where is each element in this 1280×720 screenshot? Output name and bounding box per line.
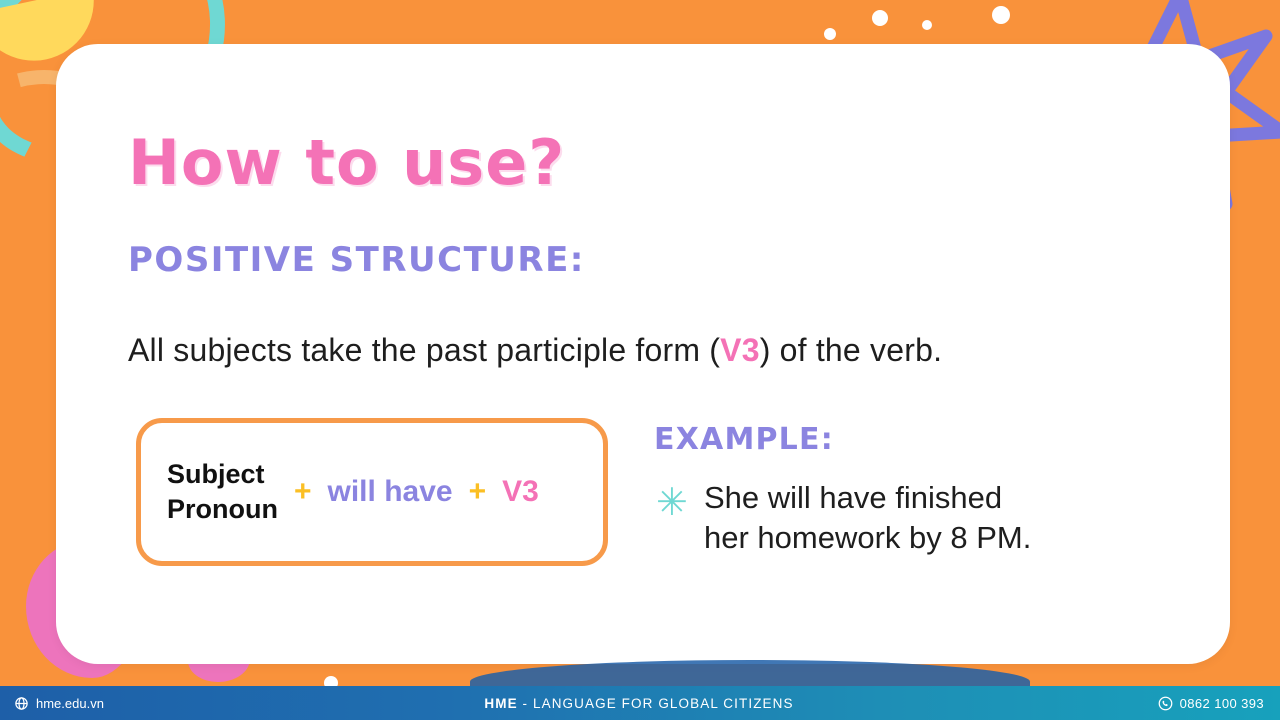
formula-plus-1: + (293, 475, 312, 508)
asterisk-icon: ✳ (656, 482, 688, 524)
formula-subject-line1: Subject (167, 459, 265, 490)
formula-will-have: will have (327, 475, 453, 508)
example-line-2: her homework by 8 PM. (704, 519, 1032, 555)
example-line-1: She will have finished (704, 480, 1003, 515)
formula-box (136, 418, 608, 566)
globe-icon (14, 696, 29, 711)
footer-tagline-rest: - LANGUAGE FOR GLOBAL CITIZENS (517, 695, 794, 711)
lead-text-before: All subjects take the past participle form ( (128, 332, 721, 368)
example-text (704, 478, 1031, 557)
dot-decoration (824, 28, 836, 40)
footer-bar (0, 686, 1280, 720)
formula-v3: V3 (502, 475, 539, 508)
footer-tagline (314, 696, 964, 711)
dot-decoration (872, 10, 888, 26)
section-subtitle: POSITIVE STRUCTURE: (128, 240, 585, 280)
footer-brand: HME (484, 695, 518, 711)
lead-text-after: ) of the verb. (759, 332, 943, 368)
phone-icon (1158, 696, 1173, 711)
example-label: EXAMPLE: (654, 422, 834, 457)
footer-website[interactable] (0, 696, 314, 711)
lead-highlight-v3: V3 (720, 332, 760, 368)
footer-phone[interactable] (964, 696, 1280, 711)
page-title: How to use? (128, 126, 566, 199)
formula-subject-line2: Pronoun (167, 494, 278, 524)
dot-decoration (922, 20, 932, 30)
lead-sentence (128, 332, 942, 369)
dot-decoration (992, 6, 1010, 24)
formula-plus-2: + (468, 475, 487, 508)
footer-website-label: hme.edu.vn (36, 695, 104, 711)
formula-subject (167, 457, 278, 526)
footer-phone-label: 0862 100 393 (1179, 695, 1264, 711)
content-card (56, 44, 1230, 664)
